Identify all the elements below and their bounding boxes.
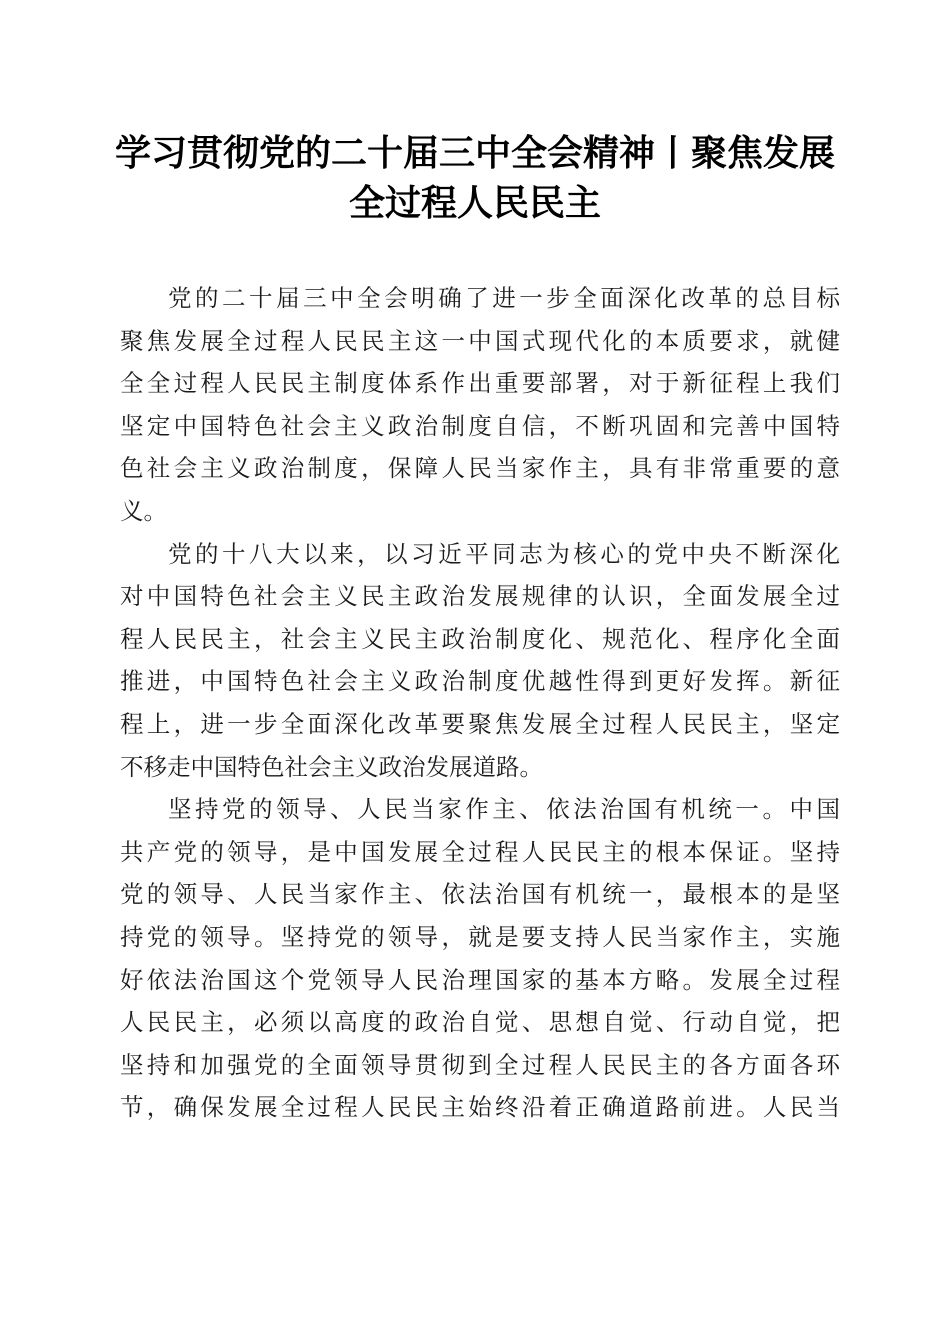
text-line: 党的十八大以来，以习近平同志为核心的党中央不断深化 (168, 539, 840, 568)
document-title (100, 128, 850, 228)
title-line-2: 全过程人民民主 (348, 182, 601, 224)
text-line: 程上，进一步全面深化改革要聚焦发展全过程人民民主，坚定 (120, 709, 840, 738)
text-line: 党的二十届三中全会明确了进一步全面深化改革的总目标 (168, 284, 840, 312)
paragraph-2 (120, 533, 840, 789)
text-line: 推进，中国特色社会主义政治制度优越性得到更好发挥。新征 (120, 667, 840, 696)
text-line: 好依法治国这个党领导人民治理国家的基本方略。发展全过程 (120, 965, 840, 994)
text-line: 聚焦发展全过程人民民主这一中国式现代化的本质要求，就健 (120, 326, 840, 355)
text-line: 色社会主义政治制度，保障人民当家作主，具有非常重要的意 (120, 454, 840, 483)
text-line: 节，确保发展全过程人民民主始终沿着正确道路前进。人民当 (120, 1093, 840, 1122)
text-line: 坚持和加强党的全面领导贯彻到全过程人民民主的各方面各环 (120, 1050, 840, 1079)
paragraph-3 (120, 788, 840, 1129)
text-line: 义。 (120, 496, 167, 525)
paragraph-1 (120, 277, 840, 533)
text-line: 全全过程人民民主制度体系作出重要部署，对于新征程上我们 (120, 369, 840, 398)
text-line: 坚定中国特色社会主义政治制度自信，不断巩固和完善中国特 (120, 411, 840, 440)
text-line: 坚持党的领导、人民当家作主、依法治国有机统一。中国 (168, 795, 840, 824)
title-line-1: 学习贯彻党的二十届三中全会精神丨聚焦发展 (114, 132, 835, 174)
text-line: 人民民主，必须以高度的政治自觉、思想自觉、行动自觉，把 (120, 1008, 840, 1037)
text-line: 党的领导、人民当家作主、依法治国有机统一，最根本的是坚 (120, 880, 840, 909)
text-line: 程人民民主，社会主义民主政治制度化、规范化、程序化全面 (120, 624, 840, 653)
document-body (120, 277, 840, 1129)
text-line: 持党的领导。坚持党的领导，就是要支持人民当家作主，实施 (120, 922, 840, 951)
text-line: 对中国特色社会主义民主政治发展规律的认识，全面发展全过 (120, 582, 840, 611)
text-line: 共产党的领导，是中国发展全过程人民民主的根本保证。坚持 (120, 837, 840, 866)
text-line: 不移走中国特色社会主义政治发展道路。 (120, 752, 543, 781)
